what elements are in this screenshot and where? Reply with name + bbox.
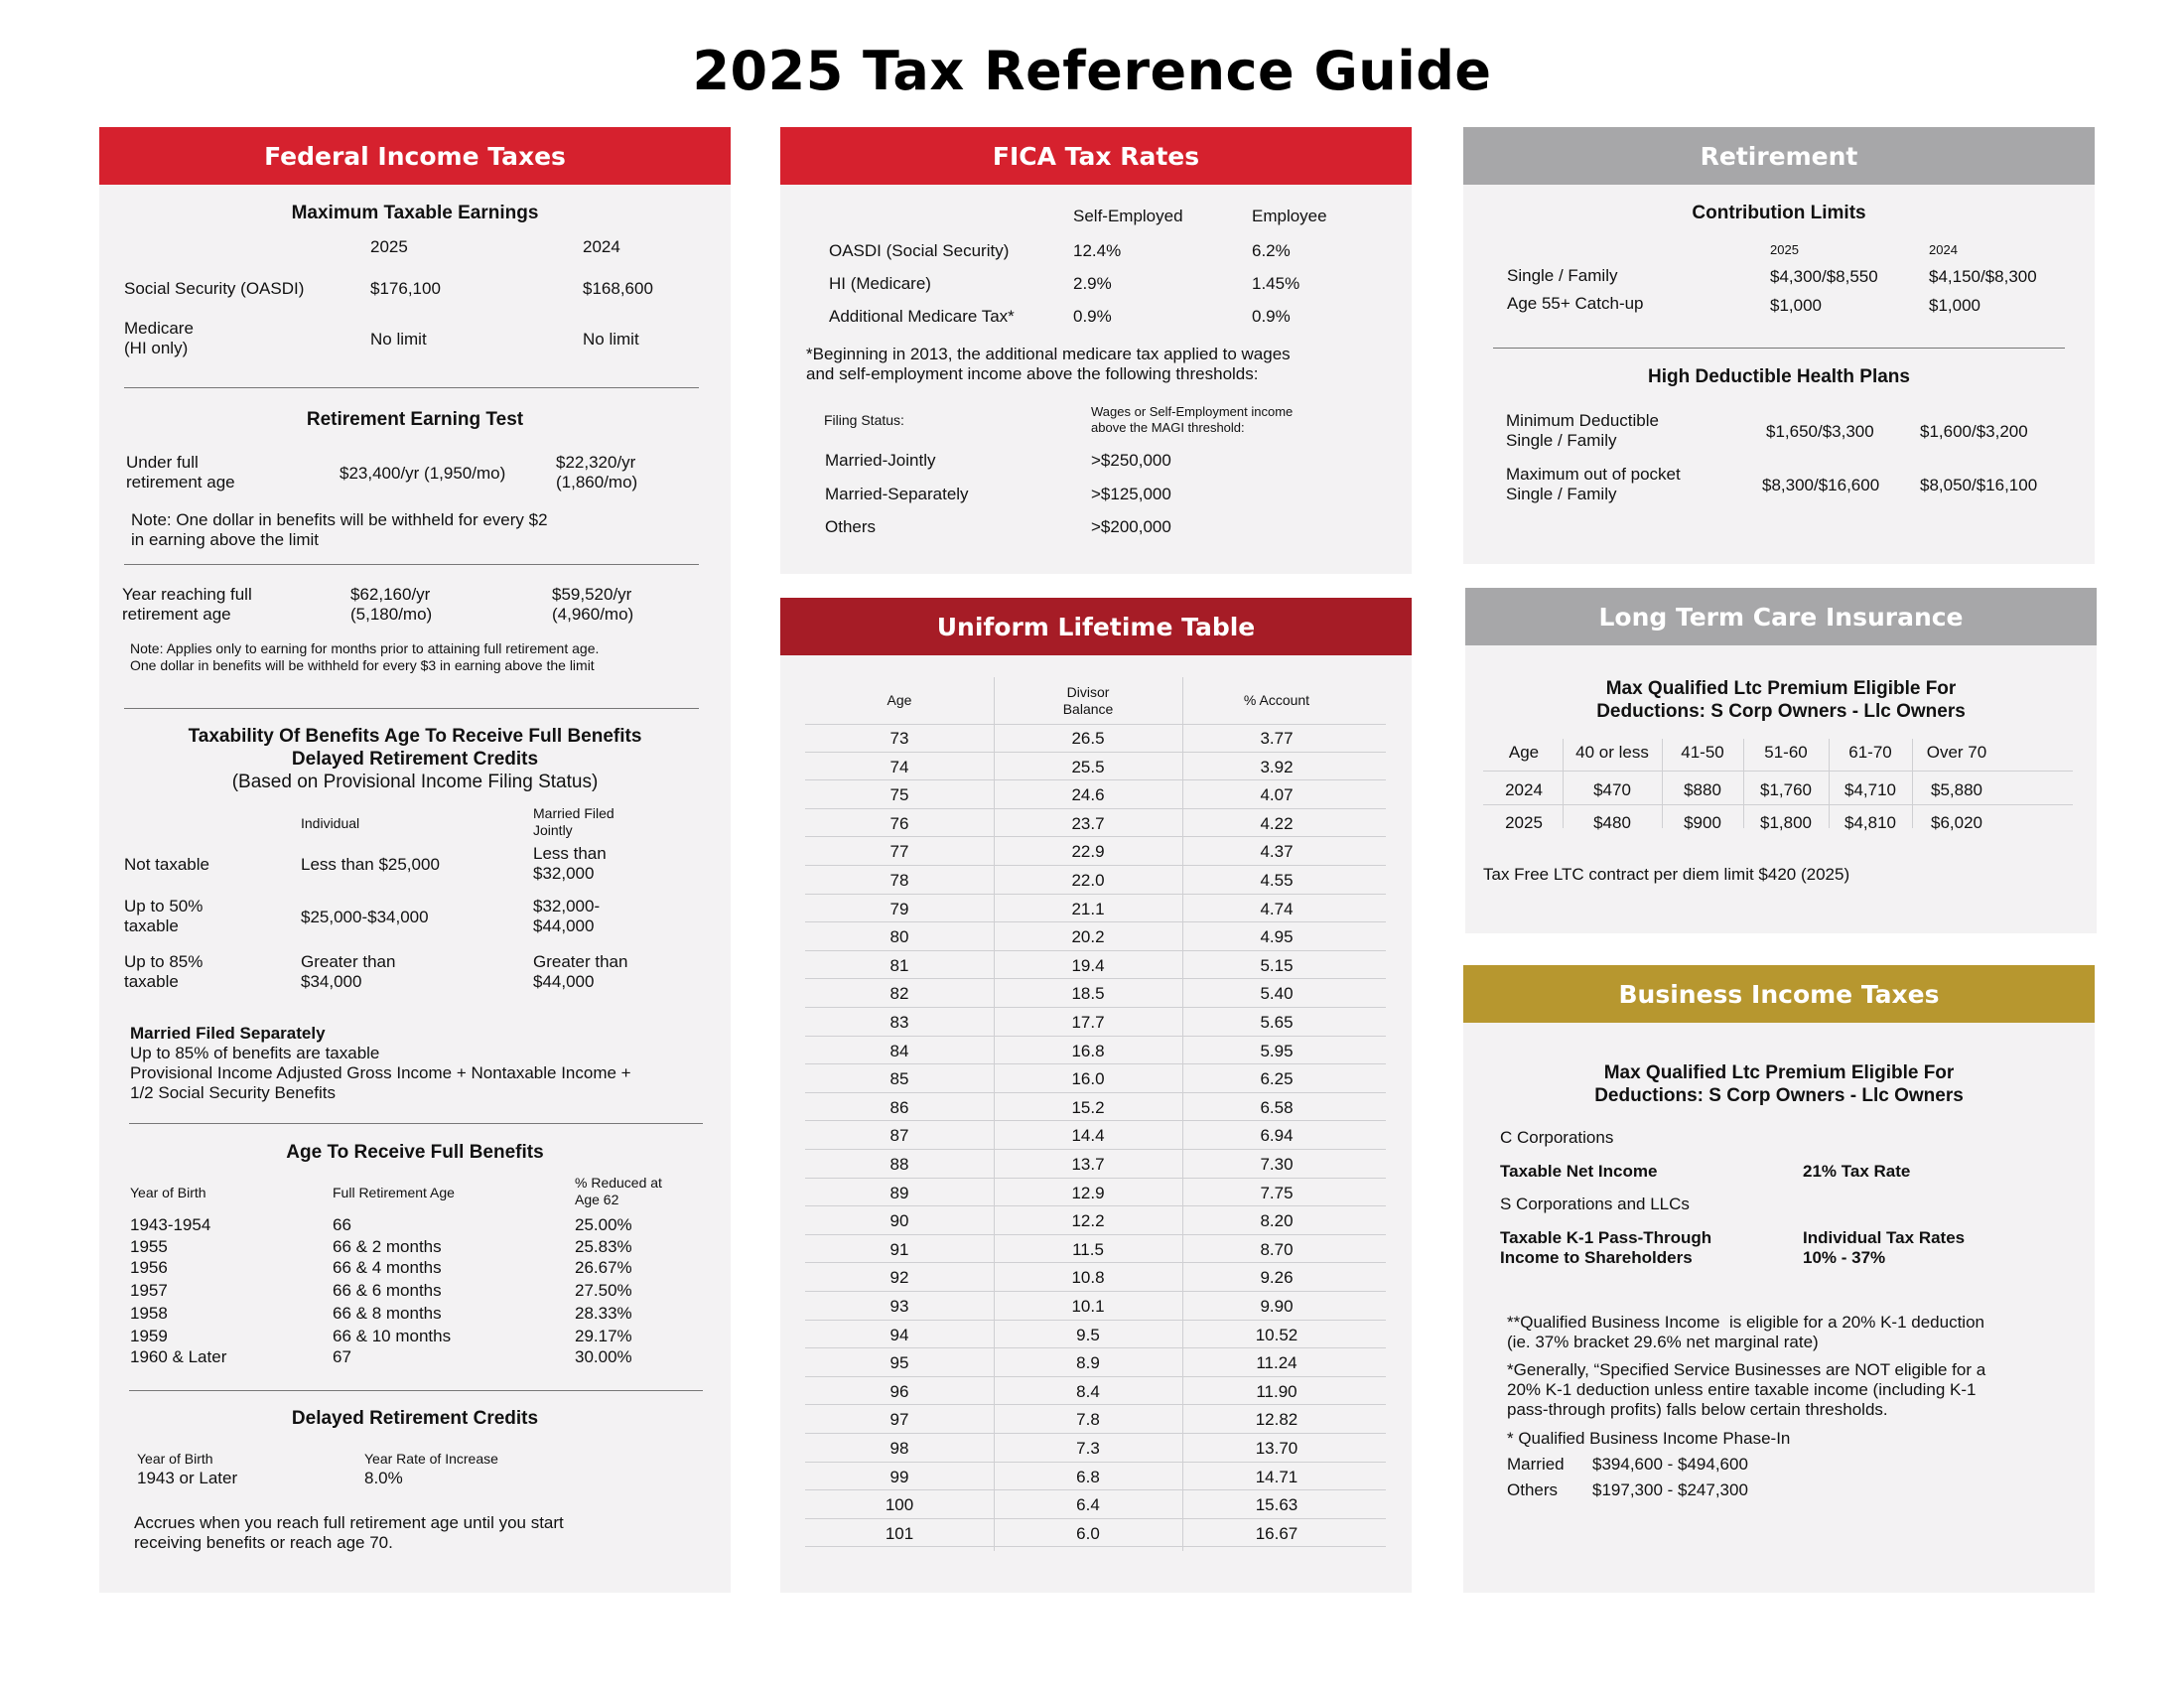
ult-account: 7.30 (1260, 1155, 1294, 1174)
ult-account: 13.70 (1255, 1439, 1298, 1458)
taxable-net-income-value: 21% Tax Rate (1803, 1162, 1911, 1181)
ltc-cell-value: $1,800 (1760, 813, 1812, 832)
cl-row-2024: $1,000 (1929, 296, 1980, 315)
ult-divisor: 16.0 (1071, 1069, 1105, 1089)
full-ben-col-reduced: % Reduced at Age 62 (575, 1175, 662, 1207)
ult-age: 89 (889, 1183, 909, 1202)
k1-value: Individual Tax Rates 10% - 37% (1803, 1228, 1966, 1267)
ult-age: 100 (885, 1495, 914, 1515)
ult-account: 6.58 (1260, 1097, 1294, 1117)
ult-divisor: 16.8 (1071, 1041, 1105, 1060)
ult-table-row (805, 753, 1386, 781)
tax-ben-row-label: Not taxable (124, 855, 209, 874)
ult-account: 9.90 (1260, 1297, 1294, 1316)
ult-col-account: % Account (1243, 692, 1310, 708)
ult-divisor: 8.4 (1076, 1381, 1100, 1401)
business-title: Max Qualified Ltc Premium Eligible For Deductions: S Corp Owners - Llc Owners (1594, 1062, 1964, 1106)
retirement-header: Retirement (1463, 127, 2095, 185)
ult-table-row (805, 1150, 1386, 1179)
ult-divisor: 12.9 (1071, 1183, 1105, 1202)
ult-table-row (805, 1490, 1386, 1519)
tax-ben-row-mfj: $32,000- $44,000 (533, 897, 601, 935)
tax-ben-row-individual: $25,000-$34,000 (301, 908, 429, 926)
federal-income-taxes-header: Federal Income Taxes (99, 127, 731, 185)
ltc-cell-value: $4,810 (1844, 813, 1896, 832)
divider (1493, 348, 2065, 349)
fica-row-employee: 1.45% (1252, 274, 1300, 293)
cl-row-2025: $1,000 (1770, 296, 1822, 315)
ult-divisor: 26.5 (1071, 729, 1105, 748)
ltc-row-year: 2024 (1505, 780, 1543, 799)
ult-table-row (805, 922, 1386, 951)
ult-table-row (805, 1235, 1386, 1264)
ult-age: 81 (889, 955, 909, 975)
ult-age: 74 (889, 757, 909, 776)
divider (124, 387, 699, 388)
ult-divisor: 18.5 (1071, 984, 1105, 1004)
ltc-col-header: 41-50 (1681, 743, 1724, 762)
fica-header: FICA Tax Rates (780, 127, 1412, 185)
ult-table-row (805, 979, 1386, 1008)
ret-row-2025: $23,400/yr (1,950/mo) (340, 464, 506, 483)
tax-ben-row-mfj: Greater than $44,000 (533, 952, 628, 991)
ult-table-row (805, 837, 1386, 866)
fica-threshold-amount: >$250,000 (1091, 451, 1171, 470)
ltc-col-header: 61-70 (1848, 743, 1892, 762)
ltc-col-header: 51-60 (1764, 743, 1808, 762)
hdhp-row-2025: $1,650/$3,300 (1766, 422, 1874, 441)
hdhp-row-2024: $1,600/$3,200 (1920, 422, 2028, 441)
fica-row-self-employed: 2.9% (1073, 274, 1112, 293)
full-ben-fra: 66 (333, 1215, 351, 1234)
hdhp-row-2025: $8,300/$16,600 (1762, 476, 1880, 494)
ult-table-row (805, 1093, 1386, 1122)
ult-age: 91 (889, 1239, 909, 1259)
ult-col-age: Age (887, 692, 912, 708)
ult-account: 8.20 (1260, 1211, 1294, 1231)
ult-account: 10.52 (1255, 1325, 1298, 1344)
ult-age: 87 (889, 1126, 909, 1146)
ltc-cell-value: $470 (1593, 780, 1631, 799)
ltc-note: Tax Free LTC contract per diem limit $420 (2025) (1483, 865, 1850, 884)
ult-table-row (805, 780, 1386, 809)
ult-account: 16.67 (1255, 1523, 1298, 1543)
drc-col-rate: Year Rate of Increase (364, 1451, 498, 1467)
ult-account: 12.82 (1255, 1410, 1298, 1430)
ult-account: 9.26 (1260, 1268, 1294, 1288)
ult-divisor: 22.9 (1071, 842, 1105, 862)
ult-age: 98 (889, 1439, 909, 1458)
page-title: 2025 Tax Reference Guide (692, 40, 1492, 102)
divider (124, 564, 699, 565)
ult-age: 82 (889, 984, 909, 1004)
ult-divisor: 10.8 (1071, 1268, 1105, 1288)
full-ben-reduced: 25.00% (575, 1215, 632, 1234)
full-ben-reduced: 28.33% (575, 1304, 632, 1323)
ltc-cell-value: $900 (1684, 813, 1721, 832)
ult-table-row (805, 809, 1386, 838)
drc-yob: 1943 or Later (137, 1469, 238, 1487)
drc-title: Delayed Retirement Credits (291, 1408, 539, 1429)
ult-account: 4.55 (1260, 871, 1294, 890)
ult-table-row (805, 1008, 1386, 1037)
ult-table-row (805, 1321, 1386, 1349)
ult-account: 5.15 (1260, 955, 1294, 975)
mfs-title: Married Filed Separately (130, 1024, 326, 1043)
tax-ben-subtitle: (Based on Provisional Income Filing Status) (231, 772, 599, 792)
mte-row-2024: No limit (583, 330, 639, 349)
fica-row-employee: 0.9% (1252, 307, 1291, 326)
ult-divisor: 6.4 (1076, 1495, 1100, 1515)
tax-ben-row-label: Up to 50% taxable (124, 897, 204, 935)
fica-row-employee: 6.2% (1252, 241, 1291, 260)
ult-divisor: 25.5 (1071, 757, 1105, 776)
ult-divisor: 22.0 (1071, 871, 1105, 890)
ult-account: 4.74 (1260, 899, 1294, 918)
cl-col-2025: 2025 (1770, 242, 1799, 257)
ret-row-2024: $22,320/yr (1,860/mo) (556, 453, 638, 492)
ult-age: 95 (889, 1353, 909, 1373)
ult-header: Uniform Lifetime Table (780, 598, 1412, 655)
full-ben-col-yob: Year of Birth (130, 1185, 206, 1200)
ult-divisor: 13.7 (1071, 1155, 1105, 1174)
full-ben-yob: 1959 (130, 1327, 168, 1345)
fica-threshold-status: Married-Jointly (825, 451, 936, 470)
mte-title: Maximum Taxable Earnings (291, 203, 539, 223)
ltc-col-header: Age (1508, 743, 1540, 762)
full-ben-reduced: 27.50% (575, 1281, 632, 1300)
contribution-limits-title: Contribution Limits (1692, 203, 1866, 223)
fica-col-self-employed: Self-Employed (1073, 207, 1183, 225)
fica-col-filing-status: Filing Status: (824, 412, 904, 428)
mfs-body: Up to 85% of benefits are taxable Provisional Income Adjusted Gross Income + Nontaxable Income + 1/2 Social Security Benefits (130, 1044, 631, 1102)
ult-table-row (805, 1206, 1386, 1235)
ult-divisor: 19.4 (1071, 955, 1105, 975)
cl-row-label: Single / Family (1507, 266, 1618, 285)
ult-table-row (805, 1121, 1386, 1150)
taxable-net-income-label: Taxable Net Income (1500, 1162, 1658, 1181)
cl-row-2024: $4,150/$8,300 (1929, 267, 2037, 286)
ltc-cell-value: $880 (1684, 780, 1721, 799)
ult-divisor: 21.1 (1071, 899, 1105, 918)
ltc-col-header: 40 or less (1575, 743, 1649, 762)
tax-ben-col-mfj: Married Filed Jointly (533, 805, 614, 838)
mte-row-2025: $176,100 (370, 279, 441, 298)
ltc-col-header: Over 70 (1926, 743, 1987, 762)
ult-age: 83 (889, 1013, 909, 1032)
ult-account: 5.65 (1260, 1013, 1294, 1032)
ult-account: 4.07 (1260, 785, 1294, 805)
ult-age: 90 (889, 1211, 909, 1231)
qbi-note: **Qualified Business Income is eligible for a 20% K-1 deduction (ie. 37% bracket 29.6% net marginal rate) (1507, 1313, 1984, 1351)
full-ben-fra: 66 & 6 months (333, 1281, 442, 1300)
ult-divisor: 6.0 (1076, 1523, 1100, 1543)
ult-table-row (805, 895, 1386, 923)
ret-row-2024: $59,520/yr (4,960/mo) (552, 585, 634, 624)
ltc-header: Long Term Care Insurance (1465, 588, 2097, 645)
ult-table-row (805, 1037, 1386, 1065)
ult-age: 88 (889, 1155, 909, 1174)
ult-table-row (805, 1377, 1386, 1406)
ult-age: 77 (889, 842, 909, 862)
ult-account: 15.63 (1255, 1495, 1298, 1515)
c-corp-label: C Corporations (1500, 1128, 1614, 1147)
tax-ben-title: Taxability Of Benefits Age To Receive Full Benefits Delayed Retirement Credits (188, 726, 642, 770)
mte-row-2025: No limit (370, 330, 427, 349)
phase-in-range: $394,600 - $494,600 (1592, 1455, 1748, 1474)
s-corp-label: S Corporations and LLCs (1500, 1195, 1690, 1213)
ult-divisor: 8.9 (1076, 1353, 1100, 1373)
ult-table-row (805, 1348, 1386, 1377)
ult-table-row (805, 1434, 1386, 1463)
fica-note: *Beginning in 2013, the additional medicare tax applied to wages and self-employment income above the following thresholds: (806, 345, 1291, 383)
fica-threshold-amount: >$200,000 (1091, 517, 1171, 536)
ult-age: 85 (889, 1069, 909, 1089)
ult-account: 14.71 (1255, 1467, 1298, 1486)
ltc-title: Max Qualified Ltc Premium Eligible For Deductions: S Corp Owners - Llc Owners (1596, 678, 1966, 722)
ult-age: 97 (889, 1410, 909, 1430)
ult-table-row (805, 866, 1386, 895)
ult-account: 11.24 (1256, 1353, 1297, 1373)
hdhp-title: High Deductible Health Plans (1648, 366, 1910, 387)
ult-divisor: 12.2 (1071, 1211, 1105, 1231)
mte-col-2024: 2024 (583, 237, 620, 256)
ret-row-label: Year reaching full retirement age (122, 585, 252, 624)
full-ben-yob: 1943-1954 (130, 1215, 211, 1234)
ult-account: 6.25 (1260, 1069, 1294, 1089)
ult-age: 94 (889, 1325, 909, 1344)
mte-col-2025: 2025 (370, 237, 408, 256)
tax-ben-row-individual: Greater than $34,000 (301, 952, 396, 991)
ret-row-label: Under full retirement age (126, 453, 235, 492)
mte-row-label: Social Security (OASDI) (124, 279, 305, 298)
ult-age: 73 (889, 729, 909, 748)
fica-row-label: HI (Medicare) (829, 274, 931, 293)
full-ben-yob: 1956 (130, 1258, 168, 1277)
full-ben-reduced: 30.00% (575, 1347, 632, 1366)
ult-account: 8.70 (1260, 1239, 1294, 1259)
ult-age: 75 (889, 785, 909, 805)
ult-divisor: 20.2 (1071, 927, 1105, 947)
divider (124, 708, 699, 709)
ult-account: 4.22 (1260, 813, 1294, 833)
fica-row-label: OASDI (Social Security) (829, 241, 1010, 260)
ult-account: 3.77 (1260, 729, 1294, 748)
ult-age: 86 (889, 1097, 909, 1117)
ult-col-divisor: Divisor Balance (1062, 684, 1114, 717)
ult-divisor: 11.5 (1072, 1239, 1104, 1259)
ltc-cell-value: $480 (1593, 813, 1631, 832)
full-ben-fra: 66 & 2 months (333, 1237, 442, 1256)
ltc-row-rule (1483, 771, 2073, 772)
ult-divisor: 23.7 (1071, 813, 1105, 833)
ltc-panel (1465, 588, 2097, 933)
full-ben-yob: 1955 (130, 1237, 168, 1256)
ult-table-row (805, 1463, 1386, 1491)
cl-row-label: Age 55+ Catch-up (1507, 294, 1644, 313)
ult-age: 84 (889, 1041, 909, 1060)
business-income-taxes-panel (1463, 965, 2095, 1593)
ult-divisor: 10.1 (1071, 1297, 1105, 1316)
cl-row-2025: $4,300/$8,550 (1770, 267, 1878, 286)
hdhp-row-label: Minimum Deductible Single / Family (1506, 411, 1659, 450)
drc-rate: 8.0% (364, 1469, 403, 1487)
ltc-col-rule (1829, 739, 1830, 828)
ltc-cell-value: $6,020 (1931, 813, 1982, 832)
ult-age: 76 (889, 813, 909, 833)
ltc-cell-value: $4,710 (1844, 780, 1896, 799)
fica-threshold-status: Others (825, 517, 877, 536)
full-ben-yob: 1958 (130, 1304, 168, 1323)
ult-table-row (805, 1179, 1386, 1207)
business-header: Business Income Taxes (1463, 965, 2095, 1023)
full-ben-col-fra: Full Retirement Age (333, 1185, 455, 1200)
tax-ben-row-individual: Less than $25,000 (301, 855, 440, 874)
ret-row-2025: $62,160/yr (5,180/mo) (350, 585, 433, 624)
full-ben-yob: 1957 (130, 1281, 168, 1300)
ult-account: 6.94 (1260, 1126, 1294, 1146)
ltc-cell-value: $5,880 (1931, 780, 1982, 799)
k1-label: Taxable K-1 Pass-Through Income to Shareholders (1500, 1228, 1712, 1267)
ult-age: 80 (889, 927, 909, 947)
retirement-panel (1463, 127, 2095, 564)
ult-table-row (805, 951, 1386, 980)
ult-divisor: 17.7 (1071, 1013, 1105, 1032)
ult-account: 11.90 (1256, 1381, 1297, 1401)
ult-divisor: 7.3 (1076, 1439, 1100, 1458)
ltc-row-year: 2025 (1505, 813, 1543, 832)
ltc-col-rule (1743, 739, 1744, 828)
ult-divisor: 9.5 (1076, 1325, 1100, 1344)
ult-table-row (805, 1263, 1386, 1292)
ult-age: 99 (889, 1467, 909, 1486)
ult-age: 92 (889, 1268, 909, 1288)
full-ben-title: Age To Receive Full Benefits (286, 1142, 544, 1163)
ret-title: Retirement Earning Test (306, 409, 524, 430)
fica-threshold-status: Married-Separately (825, 485, 969, 503)
ult-age: 93 (889, 1297, 909, 1316)
fica-row-self-employed: 0.9% (1073, 307, 1112, 326)
ult-divisor: 14.4 (1071, 1126, 1105, 1146)
ret-note: Note: One dollar in benefits will be withheld for every $2 in earning above the limit (131, 510, 548, 549)
ult-divisor: 6.8 (1076, 1467, 1100, 1486)
mte-row-2024: $168,600 (583, 279, 653, 298)
full-ben-fra: 66 & 8 months (333, 1304, 442, 1323)
ult-account: 5.40 (1260, 984, 1294, 1004)
phase-in-title: * Qualified Business Income Phase-In (1507, 1429, 1791, 1448)
ult-divisor: 15.2 (1071, 1097, 1105, 1117)
ult-account: 4.37 (1260, 842, 1294, 862)
ult-account: 7.75 (1260, 1183, 1294, 1202)
ult-table-row (805, 1405, 1386, 1434)
ult-age: 79 (889, 899, 909, 918)
ltc-col-rule (1662, 739, 1663, 828)
hdhp-row-2024: $8,050/$16,100 (1920, 476, 2038, 494)
fica-panel (780, 127, 1412, 574)
ret-note: Note: Applies only to earning for months prior to attaining full retirement age. One dollar in benefits will be withheld for every $3 in earning above the limit (130, 640, 600, 673)
tax-ben-row-mfj: Less than $32,000 (533, 844, 607, 883)
uniform-lifetime-table-panel (780, 598, 1412, 1593)
full-ben-fra: 67 (333, 1347, 351, 1366)
ltc-cell-value: $1,760 (1760, 780, 1812, 799)
ult-table-row (805, 1292, 1386, 1321)
mte-row-label: Medicare (HI only) (124, 319, 194, 357)
ltc-col-rule (1563, 739, 1564, 828)
full-ben-yob: 1960 & Later (130, 1347, 227, 1366)
fica-col-employee: Employee (1252, 207, 1327, 225)
drc-note: Accrues when you reach full retirement age until you start receiving benefits or reach age 70. (134, 1513, 564, 1552)
fica-threshold-amount: >$125,000 (1091, 485, 1171, 503)
phase-in-label: Others (1507, 1480, 1559, 1499)
fica-row-self-employed: 12.4% (1073, 241, 1122, 260)
cl-col-2024: 2024 (1929, 242, 1958, 257)
full-ben-fra: 66 & 4 months (333, 1258, 442, 1277)
hdhp-row-label: Maximum out of pocket Single / Family (1506, 465, 1681, 503)
divider (129, 1123, 703, 1124)
full-ben-reduced: 25.83% (575, 1237, 632, 1256)
ltc-row-rule (1483, 804, 2073, 805)
fica-col-wages: Wages or Self-Employment income above the MAGI threshold: (1091, 404, 1294, 435)
ult-age: 101 (885, 1523, 914, 1543)
ult-table-row (805, 1064, 1386, 1093)
ult-account: 4.95 (1260, 927, 1294, 947)
phase-in-range: $197,300 - $247,300 (1592, 1480, 1748, 1499)
drc-col-yob: Year of Birth (137, 1451, 213, 1467)
ult-age: 96 (889, 1381, 909, 1401)
ult-divisor: 7.8 (1076, 1410, 1100, 1430)
ult-table-row (805, 1519, 1386, 1548)
ltc-col-rule (1912, 739, 1913, 828)
divider (129, 1390, 703, 1391)
tax-ben-row-label: Up to 85% taxable (124, 952, 204, 991)
ssb-note: *Generally, “Specified Service Businesses are NOT eligible for a 20% K-1 deduction unless entire taxable income (including K-1 pass-through profits) falls below certain thresholds. (1507, 1360, 1986, 1419)
fica-row-label: Additional Medicare Tax* (829, 307, 1015, 326)
phase-in-label: Married (1507, 1455, 1565, 1474)
ult-account: 5.95 (1260, 1041, 1294, 1060)
ult-age: 78 (889, 871, 909, 890)
ult-table-row (805, 724, 1386, 753)
full-ben-reduced: 26.67% (575, 1258, 632, 1277)
ult-divisor: 24.6 (1071, 785, 1105, 805)
federal-income-taxes-panel (99, 127, 731, 1593)
tax-ben-col-individual: Individual (301, 815, 360, 831)
full-ben-reduced: 29.17% (575, 1327, 632, 1345)
ult-account: 3.92 (1260, 757, 1294, 776)
full-ben-fra: 66 & 10 months (333, 1327, 452, 1345)
